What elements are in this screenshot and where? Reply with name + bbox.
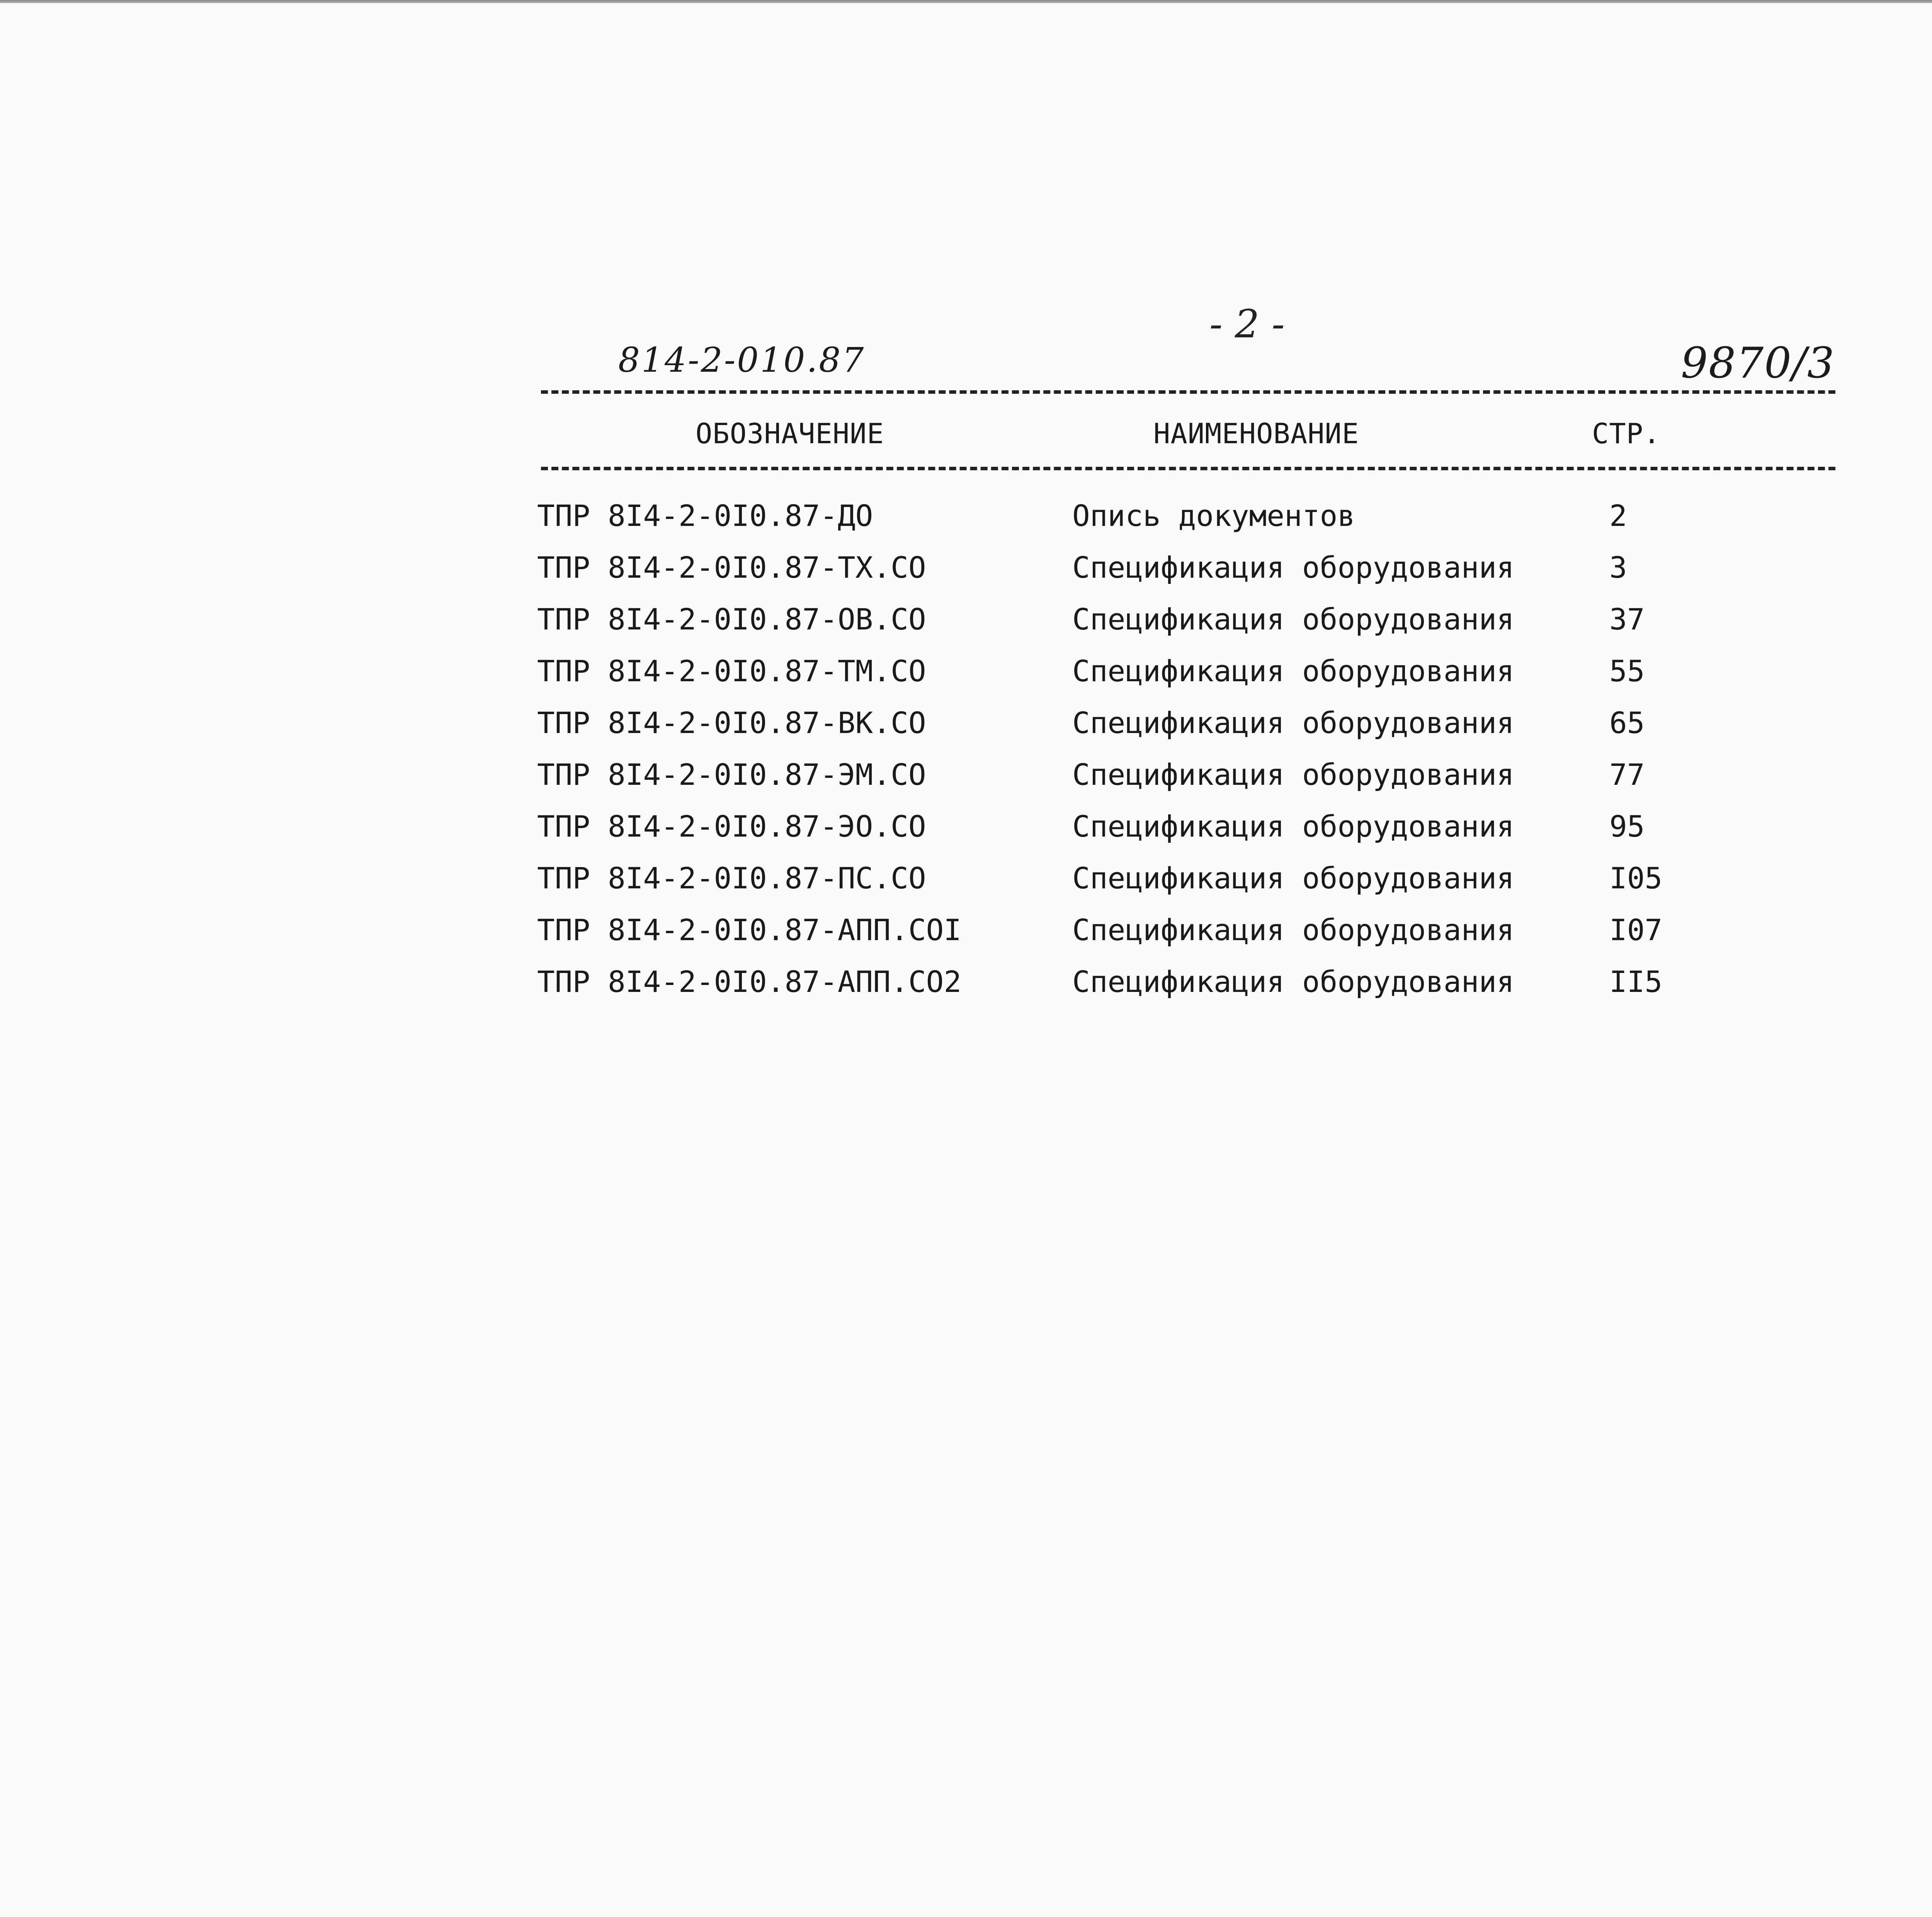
row-code: ТПР 8I4-2-0I0.87-ДО: [537, 498, 873, 533]
row-code: ТПР 8I4-2-0I0.87-ПС.СО: [537, 861, 926, 895]
table-row: [537, 698, 1851, 750]
document-list: [537, 491, 1851, 1009]
table-row: [537, 646, 1851, 698]
header-bottom-divider: [541, 467, 1835, 470]
row-code: ТПР 8I4-2-0I0.87-ТМ.СО: [537, 654, 926, 688]
handwritten-doc-number: 9870/3: [1681, 338, 1835, 388]
row-page: 3: [1609, 550, 1627, 585]
scan-edge-top: [0, 0, 1932, 3]
row-page: 37: [1609, 602, 1645, 636]
row-name: Спецификация оборудования: [1072, 809, 1514, 844]
row-page: 2: [1609, 498, 1627, 533]
column-header-code: ОБОЗНАЧЕНИЕ: [696, 417, 884, 450]
row-page: I07: [1609, 913, 1663, 947]
table-row: [537, 750, 1851, 801]
row-name: Спецификация оборудования: [1072, 602, 1514, 636]
row-name: Спецификация оборудования: [1072, 654, 1514, 688]
row-name: Спецификация оборудования: [1072, 861, 1514, 895]
table-row: [537, 853, 1851, 905]
row-code: ТПР 8I4-2-0I0.87-АПП.СОI: [537, 913, 962, 947]
page-number: - 2 -: [1209, 301, 1285, 347]
row-page: 55: [1609, 654, 1645, 688]
row-page: 95: [1609, 809, 1645, 844]
table-row: [537, 491, 1851, 543]
row-page: 77: [1609, 757, 1645, 792]
row-page: I05: [1609, 861, 1663, 895]
row-name: Спецификация оборудования: [1072, 757, 1514, 792]
row-code: ТПР 8I4-2-0I0.87-ВК.СО: [537, 706, 926, 740]
table-row: [537, 594, 1851, 646]
header-top-divider: [541, 390, 1835, 394]
row-page: II5: [1609, 964, 1663, 999]
handwritten-doc-code: 814-2-010.87: [618, 340, 866, 380]
row-code: ТПР 8I4-2-0I0.87-ОВ.СО: [537, 602, 926, 636]
table-row: [537, 801, 1851, 853]
row-code: ТПР 8I4-2-0I0.87-ЭО.СО: [537, 809, 926, 844]
row-code: ТПР 8I4-2-0I0.87-ЭМ.СО: [537, 757, 926, 792]
table-row: [537, 905, 1851, 957]
column-header-name: НАИМЕНОВАНИЕ: [1153, 417, 1359, 450]
row-name: Спецификация оборудования: [1072, 964, 1514, 999]
row-name: Спецификация оборудования: [1072, 913, 1514, 947]
row-name: Спецификация оборудования: [1072, 550, 1514, 585]
row-name: Опись документов: [1072, 498, 1355, 533]
row-code: ТПР 8I4-2-0I0.87-ТХ.СО: [537, 550, 926, 585]
column-header-page: СТР.: [1592, 417, 1661, 450]
row-page: 65: [1609, 706, 1645, 740]
table-row: [537, 543, 1851, 594]
row-name: Спецификация оборудования: [1072, 706, 1514, 740]
table-row: [537, 957, 1851, 1009]
row-code: ТПР 8I4-2-0I0.87-АПП.СО2: [537, 964, 962, 999]
